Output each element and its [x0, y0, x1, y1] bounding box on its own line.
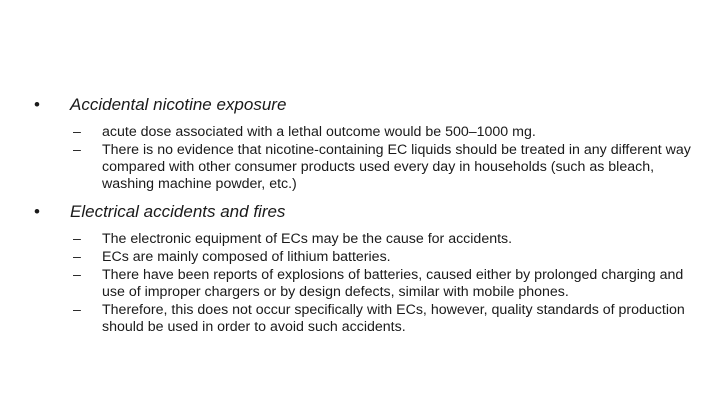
sub-item-text: acute dose associated with a lethal outcome would be 500–1000 mg.	[102, 124, 536, 140]
dash-icon: –	[73, 142, 81, 158]
sub-list-nicotine	[34, 124, 694, 193]
sub-item	[34, 142, 694, 193]
sub-item-text: Therefore, this does not occur specifically with ECs, however, quality standards of production should be used in order to avoid such accidents.	[102, 302, 685, 335]
dash-icon: –	[73, 302, 81, 318]
slide-content	[34, 94, 694, 344]
dash-icon: –	[73, 267, 81, 283]
sub-item-text: There is no evidence that nicotine-containing EC liquids should be treated in any different way compared with other consumer products used every day in households (such as bleach, washing machine powder, etc.)	[102, 142, 691, 192]
bullet-accidental-nicotine-exposure	[34, 94, 694, 116]
sub-list-electrical	[34, 231, 694, 336]
dash-icon: –	[73, 249, 81, 265]
sub-item-text: There have been reports of explosions of batteries, caused either by prolonged charging and use of improper chargers or by design defects, similar with mobile phones.	[102, 267, 684, 300]
sub-item	[34, 302, 694, 336]
bullet-icon: •	[34, 202, 40, 221]
dash-icon: –	[73, 124, 81, 140]
sub-item	[34, 124, 694, 141]
sub-item-text: ECs are mainly composed of lithium batteries.	[102, 249, 391, 265]
sub-item-text: The electronic equipment of ECs may be the cause for accidents.	[102, 231, 513, 247]
sub-item	[34, 231, 694, 248]
bullet-electrical-accidents-and-fires	[34, 201, 694, 223]
sub-item	[34, 267, 694, 301]
sub-item	[34, 249, 694, 266]
bullet-heading: Accidental nicotine exposure	[70, 95, 287, 114]
dash-icon: –	[73, 231, 81, 247]
bullet-heading: Electrical accidents and fires	[70, 202, 286, 221]
bullet-icon: •	[34, 95, 40, 114]
